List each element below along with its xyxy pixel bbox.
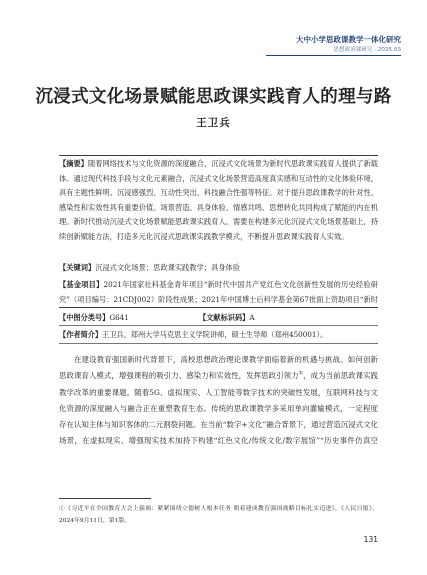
funding-text: 2021年国家社科基金青年项目“新时代中国共产党红色文化创新性发展的历史经验研究”（项目编号：21CDJ002）阶段性成果；2021年中国博士后科学基金第67批面上资助项目“新时 (59, 280, 378, 304)
author-info (59, 328, 327, 342)
journal-title: 大中小学思政课教学一体化研究 (296, 35, 401, 44)
abstract-text: 随着网络技术与文化资源的深度融合，沉浸式文化场景为新时代思政课实践育人提供了新载体。通过现代科技手段与文化元素融合，沉浸式文化场景营造高度真实感和互动性的文化体验环境，具有主题性鲜明、沉浸感强烈、互动性突出、科技融合性强等特征。对于提升思政课教学的针对性、感染性和实效性具有重要价值。场景营造、具身体验、情感共鸣、思想转化共同构成了赋能的内在机理。新时代推动沉浸式文化场景赋能思政课实践育人，需要在构建多元化沉浸式文化场景基础上，持续创新赋能方法，打造多元化沉浸式思政课实践教学模式，不断提升思政课实践育人实效。 (59, 159, 378, 241)
abstract-label: 【摘要】 (59, 159, 88, 168)
document-code-value: A (249, 313, 255, 322)
classification-value: G641 (109, 313, 129, 322)
funding-label: 【基金项目】 (59, 280, 104, 289)
body-paragraph (59, 352, 378, 450)
keywords-label: 【关键词】 (59, 263, 96, 272)
classification-label: 【中图分类号】 (59, 313, 110, 322)
page-number: 131 (363, 535, 378, 544)
body-text: 在建设教育强国新时代背景下，高校思想政治理论课教学面临着新的机遇与挑战。如何创新思政课育人模式，增强课程的吸引力、感染力和实效性，发挥思政引领力①，成为当前思政课实践教学改革的重要课题。随着5G、虚拟现实、人工智能等数字技术的突破性发展，互联网科技与文化资源的深度融入与融合正在重塑教育生态。传统的思政课教学多采用单向灌输模式，一定程度存在认知主体与知识客体的二元割裂问题。在当前“数字+文化”融合背景下，通过营造沉浸式文化场景，在虚拟现实、增强现实技术加持下构建“红色文化/传统文化/数字展馆”“历史事件仿真空 (59, 355, 378, 446)
header-rule (266, 55, 401, 56)
keywords-text: 沉浸式文化场景；思政课实践教学；具身体验 (95, 263, 240, 272)
article-title: 沉浸式文化场景赋能思政课实践育人的理与路 (35, 87, 392, 107)
meta-rule-1 (59, 325, 378, 326)
keywords (59, 261, 378, 276)
journal-subtitle: 思想政治课研究 · 2025.03 (333, 47, 401, 53)
funding (59, 278, 378, 307)
abstract-bottom-rule (59, 307, 378, 308)
footnote: ①《习近平在全国教育大会上强调：紧紧围绕立德树人根本任务 朝着建成教育强国战略目标扎实迈进》，《人民日报》，2024年9月11日，第1版。 (59, 506, 378, 524)
abstract-top-rule (59, 155, 378, 156)
footnote-reference: ① (298, 370, 304, 377)
abstract (59, 157, 378, 260)
document-code-label: 【文献标识码】 (199, 313, 250, 322)
classification-number (59, 311, 129, 325)
document-code (199, 311, 255, 325)
footnote-rule (59, 498, 151, 499)
author-info-text: 王卫兵，郑州大学马克思主义学院讲师，硕士生导师（郑州450001）。 (102, 330, 328, 339)
article-author: 王卫兵 (196, 117, 231, 129)
author-info-label: 【作者简介】 (59, 330, 103, 339)
meta-rule-2 (59, 343, 378, 344)
